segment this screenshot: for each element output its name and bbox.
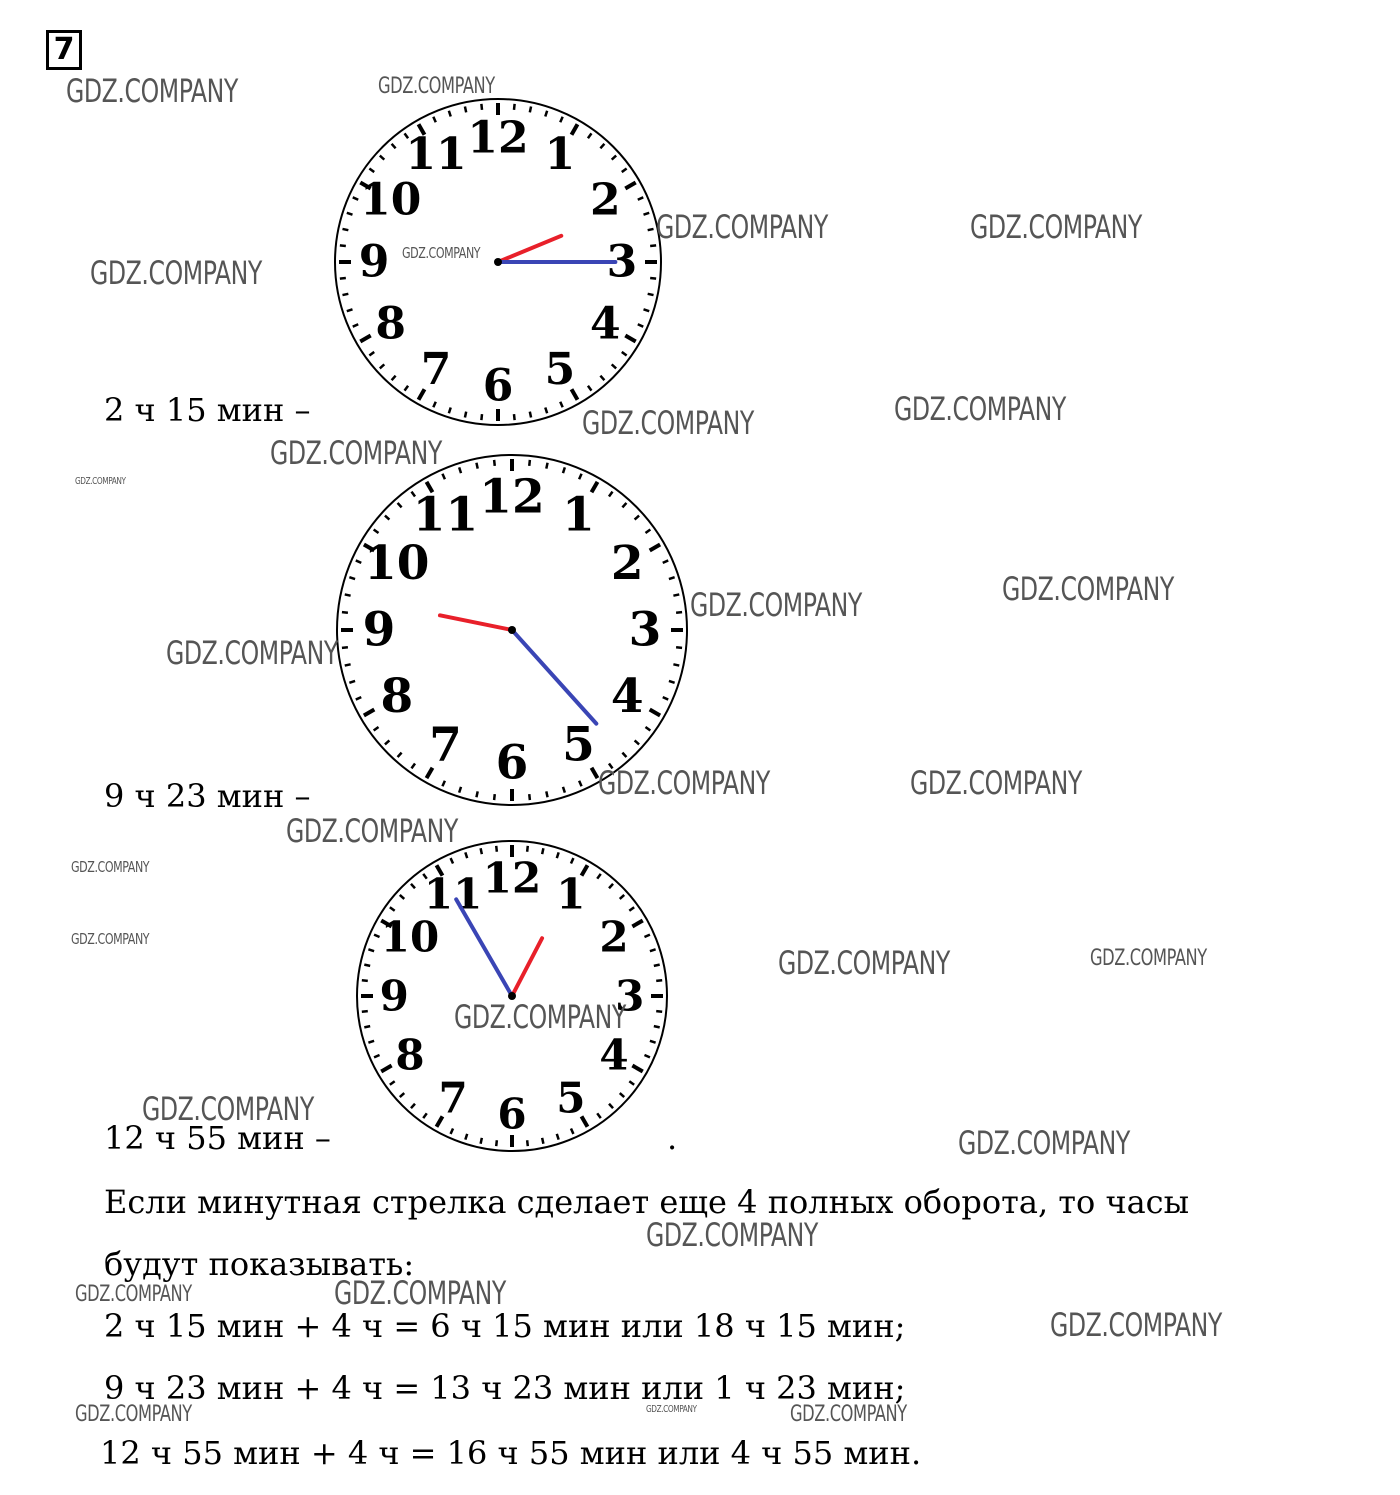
clock-tick [529,460,530,466]
clock-tick [496,1140,497,1146]
clock-numeral: 1 [556,869,586,919]
clock-numeral: 2 [589,174,621,226]
clock-numeral: 10 [380,912,440,962]
clock-tick [514,104,515,110]
clock-tick [648,294,654,295]
clock-tick [347,309,353,311]
clock-numeral: 7 [420,343,452,395]
clock-center [508,626,516,634]
clock-tick [644,213,650,215]
clock-numeral: 8 [375,298,407,350]
clock-numeral: 11 [405,129,467,181]
clock-tick [542,848,543,854]
clock-numeral: 1 [544,129,576,181]
clock-tick [676,612,682,613]
clock-numeral: 12 [479,469,545,525]
clock-numeral: 3 [628,602,662,658]
clock-tick [449,111,451,117]
clock-tick [650,1041,656,1043]
watermark: GDZ.COMPANY [378,74,495,99]
clock-2 [334,452,690,808]
clock-numeral: 8 [395,1030,425,1080]
clock-tick [364,1026,370,1027]
watermark: GDZ.COMPANY [582,404,754,442]
clock-tick [345,594,351,595]
clock-numeral: 10 [364,536,430,591]
clock-numeral: 9 [379,971,409,1021]
clock-tick [669,681,675,683]
clock-tick [340,278,346,279]
equation-2: 9 ч 23 мин + 4 ч = 13 ч 23 мин или 1 ч 23 мин; [104,1369,906,1407]
watermark: GDZ.COMPANY [75,1282,192,1307]
watermark: GDZ.COMPANY [454,998,626,1036]
explanation-line-2: будут показывать: [104,1245,415,1283]
clock-numeral: 12 [482,853,542,903]
clock-tick [545,111,547,117]
watermark: GDZ.COMPANY [656,208,828,246]
clock-numeral: 12 [467,112,529,164]
clock-numeral: 7 [438,1073,468,1123]
clock-tick [449,408,451,414]
clock-tick [514,414,515,420]
watermark: GDZ.COMPANY [402,244,481,262]
explanation-line-1: Если минутная стрелка сделает еще 4 полных оборота, то часы [104,1183,1190,1221]
clock-tick [496,846,497,852]
equation-3: 12 ч 55 мин + 4 ч = 16 ч 55 мин или 4 ч 55 мин. [100,1434,922,1472]
clock-numeral: 10 [360,174,422,226]
clock-tick [563,787,565,793]
clock-face [332,96,664,428]
watermark: GDZ.COMPANY [646,1216,818,1254]
clock-tick [656,1011,662,1012]
clock-tick [654,1026,660,1027]
clock-numeral: 6 [495,735,529,791]
clock-tick [476,791,477,797]
watermark: GDZ.COMPANY [334,1274,506,1312]
clock-tick [476,463,477,469]
clock-3-label: 12 ч 55 мин – [104,1119,331,1157]
task-number: 7 [46,30,82,70]
clock-center [494,258,502,266]
clock-tick [527,846,528,852]
clock-numeral: 5 [544,343,576,395]
clock-numeral: 3 [606,236,638,288]
clock-tick [481,1138,482,1144]
clock-tick [368,949,374,951]
period: . [667,1119,678,1157]
clock-numeral: 11 [423,869,483,919]
watermark: GDZ.COMPANY [646,1404,697,1415]
clock-numeral: 9 [362,602,396,658]
watermark: GDZ.COMPANY [1050,1306,1222,1344]
clock-tick [676,647,682,648]
clock-tick [481,104,482,110]
clock-tick [530,412,531,418]
clock-tick [362,980,368,981]
clock-tick [481,414,482,420]
clock-tick [494,794,495,800]
watermark: GDZ.COMPANY [690,586,862,624]
clock-tick [557,1134,559,1140]
clock-numeral: 4 [599,1030,629,1080]
clock-tick [342,229,348,230]
clock-tick [648,229,654,230]
clock-numeral: 6 [497,1089,527,1139]
clock-tick [465,1134,467,1140]
clock-tick [347,213,353,215]
clock-tick [644,309,650,311]
clock-tick [459,467,461,473]
clock-numeral: 4 [610,669,644,724]
watermark: GDZ.COMPANY [66,72,238,110]
clock-tick [673,594,679,595]
clock-numeral: 6 [482,360,514,412]
watermark: GDZ.COMPANY [90,254,262,292]
clock-1 [332,96,664,428]
clock-tick [494,460,495,466]
clock-tick [465,106,466,112]
clock-tick [465,852,467,858]
clock-tick [368,1041,374,1043]
clock-tick [563,467,565,473]
clock-tick [529,794,530,800]
clock-tick [481,848,482,854]
watermark: GDZ.COMPANY [958,1124,1130,1162]
clock-numeral: 2 [599,912,629,962]
clock-face [354,838,670,1154]
clock-numeral: 9 [358,236,390,288]
clock-tick [459,787,461,793]
clock-tick [342,294,348,295]
clock-numeral: 11 [412,487,479,543]
clock-tick [650,949,656,951]
clock-tick [546,463,547,469]
watermark: GDZ.COMPANY [790,1402,907,1427]
clock-tick [349,577,355,579]
watermark: GDZ.COMPANY [71,858,150,876]
watermark: GDZ.COMPANY [286,812,458,850]
watermark: GDZ.COMPANY [142,1090,314,1128]
clock-tick [546,791,547,797]
clock-tick [669,577,675,579]
clock-tick [530,106,531,112]
watermark: GDZ.COMPANY [75,476,126,487]
clock-tick [362,1011,368,1012]
clock-numeral: 3 [615,971,645,1021]
clock-tick [656,980,662,981]
clock-tick [527,1140,528,1146]
clock-tick [650,278,656,279]
clock-tick [349,681,355,683]
clock-tick [345,664,351,665]
clock-numeral: 1 [562,487,595,543]
clock-tick [542,1138,543,1144]
watermark: GDZ.COMPANY [1002,570,1174,608]
clock-tick [364,965,370,966]
clock-tick [340,245,346,246]
clock-2-label: 9 ч 23 мин – [104,777,311,815]
clock-tick [545,408,547,414]
clock-numeral: 8 [380,669,414,724]
watermark: GDZ.COMPANY [71,930,150,948]
watermark: GDZ.COMPANY [1090,946,1207,971]
clock-tick [465,412,466,418]
equation-1: 2 ч 15 мин + 4 ч = 6 ч 15 мин или 18 ч 15 мин; [104,1307,906,1345]
watermark: GDZ.COMPANY [75,1402,192,1427]
clock-tick [673,664,679,665]
clock-numeral: 7 [429,717,462,773]
clock-numeral: 5 [556,1073,586,1123]
watermark: GDZ.COMPANY [166,634,338,672]
watermark: GDZ.COMPANY [270,434,442,472]
clock-tick [557,852,559,858]
watermark: GDZ.COMPANY [970,208,1142,246]
clock-3 [354,838,670,1154]
clock-numeral: 5 [562,717,595,773]
watermark: GDZ.COMPANY [778,944,950,982]
clock-tick [342,647,348,648]
clock-tick [342,612,348,613]
clock-numeral: 4 [589,298,621,350]
watermark: GDZ.COMPANY [910,764,1082,802]
watermark: GDZ.COMPANY [598,764,770,802]
clock-numeral: 2 [610,536,644,591]
watermark: GDZ.COMPANY [894,390,1066,428]
clock-face [334,452,690,808]
clock-1-label: 2 ч 15 мин – [104,391,311,429]
clock-tick [654,965,660,966]
